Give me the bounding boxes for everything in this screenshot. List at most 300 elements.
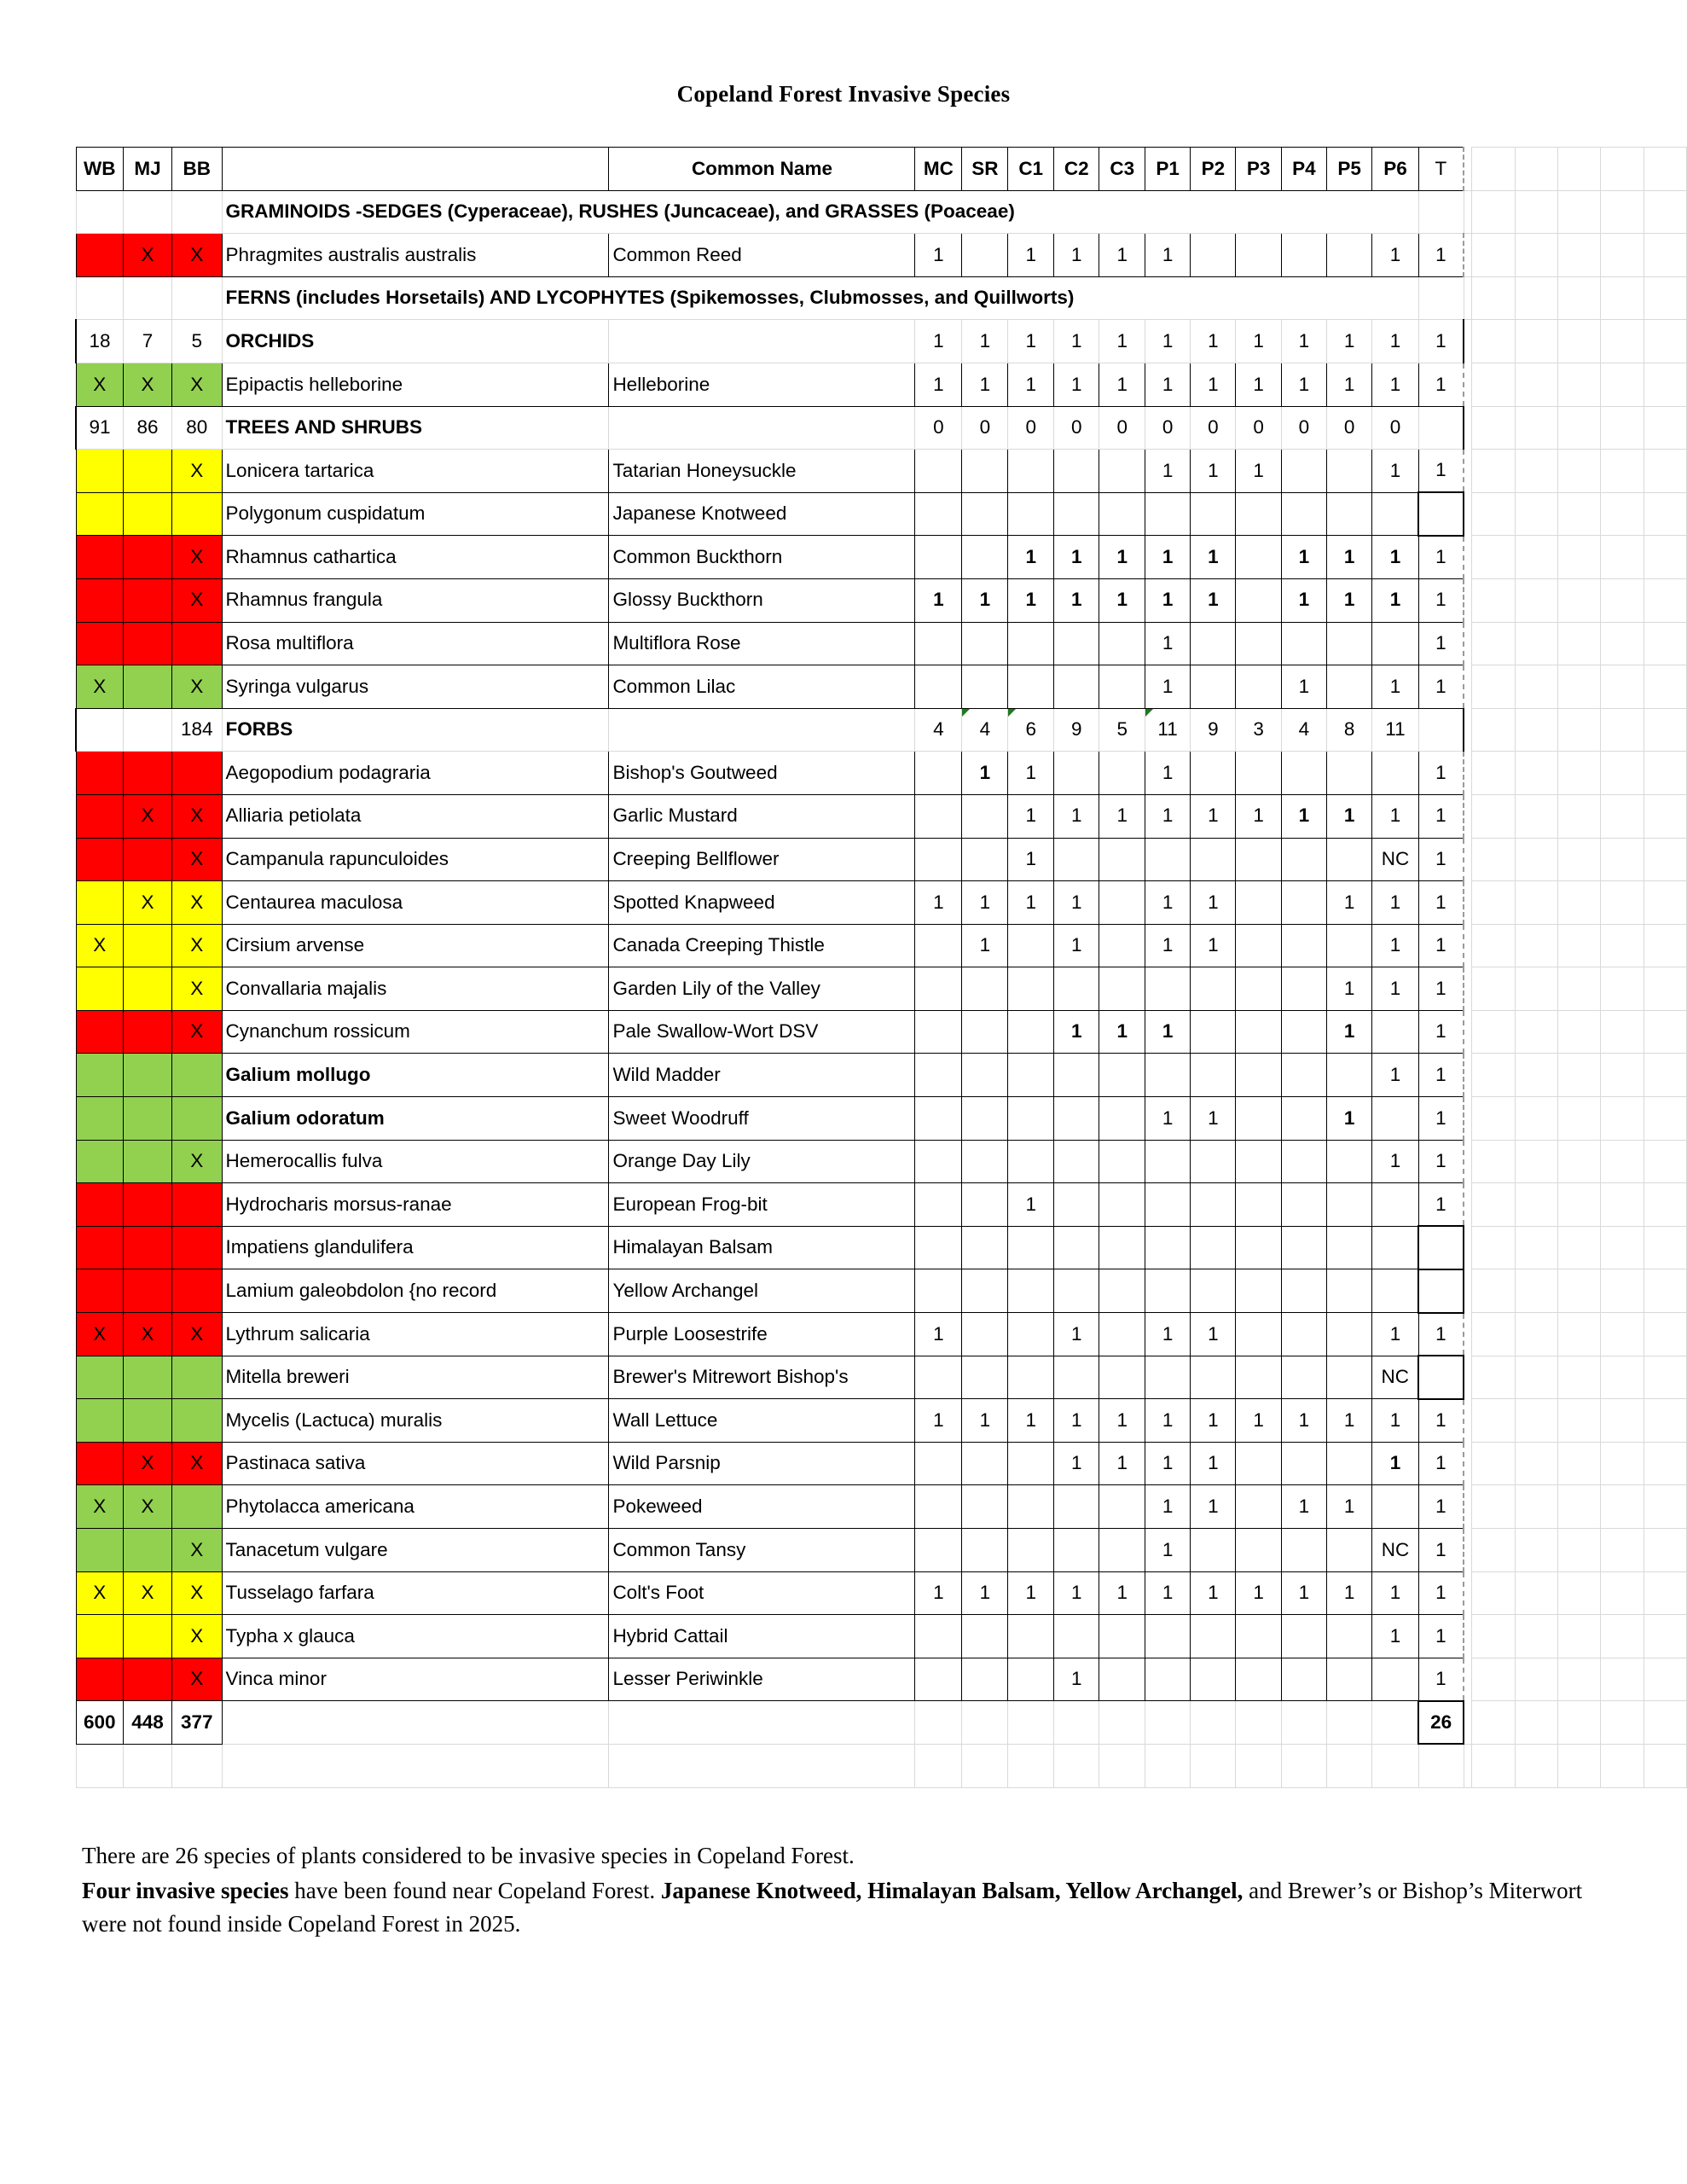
group-label: TREES AND SHRUBS [222,406,609,450]
empty-cell [1558,1529,1601,1572]
empty-cell [1644,234,1686,277]
print-area-marker [1464,1399,1472,1443]
code-cell-mj: 86 [123,406,171,450]
column-header-p5: P5 [1326,148,1371,191]
print-area-marker [1464,1571,1472,1615]
site-cell [1281,1356,1326,1399]
empty-cell [1515,276,1557,320]
site-cell [1099,1054,1145,1097]
empty-cell [1601,1054,1644,1097]
empty-cell [1472,881,1515,925]
site-cell [1053,1226,1099,1269]
total-cell [1418,1226,1464,1269]
site-cell: 1 [1145,450,1190,493]
column-header-sr: SR [962,148,1008,191]
common-name-cell: Glossy Buckthorn [609,578,915,622]
table-row [76,1399,1687,1443]
site-cell [1145,1183,1190,1227]
empty-cell [1515,1615,1557,1658]
empty-cell [1558,794,1601,838]
site-cell [1326,1701,1371,1745]
code-cell-wb [76,838,123,881]
code-cell-mj [123,1054,171,1097]
code-cell-wb: X [76,1571,123,1615]
site-cell: 1 [1099,1010,1145,1054]
site-cell: 1 [1145,1529,1190,1572]
site-cell [1281,1010,1326,1054]
site-cell [1099,1356,1145,1399]
site-cell [962,1313,1008,1356]
site-cell [1372,1658,1418,1701]
empty-cell [1515,1442,1557,1485]
site-cell [1326,924,1371,967]
site-cell: 1 [1053,1010,1099,1054]
site-cell [1236,665,1281,709]
site-cell [1236,838,1281,881]
table-row [76,1529,1687,1572]
code-cell-wb: 600 [76,1701,123,1745]
site-cell [1281,838,1326,881]
empty-cell [171,1744,222,1787]
site-cell: 1 [1281,536,1326,579]
code-cell-mj: X [123,794,171,838]
total-cell [1418,708,1464,752]
empty-cell [1644,1744,1686,1787]
site-cell [1053,752,1099,795]
empty-cell [1472,1399,1515,1443]
common-name-cell: Pale Swallow-Wort DSV [609,1010,915,1054]
site-cell [1236,1313,1281,1356]
code-cell-bb [171,1356,222,1399]
code-cell-wb [76,1226,123,1269]
site-cell: 1 [1145,1442,1190,1485]
table-row [76,1183,1687,1227]
code-cell-wb: X [76,1313,123,1356]
empty-cell [1515,578,1557,622]
site-cell [962,1183,1008,1227]
total-cell: 1 [1418,450,1464,493]
site-cell: 1 [1326,1571,1371,1615]
empty-cell [1558,708,1601,752]
code-cell-wb [76,450,123,493]
site-cell: 4 [962,708,1008,752]
code-cell-bb: X [171,665,222,709]
site-cell [1191,622,1236,665]
column-header-p2: P2 [1191,148,1236,191]
print-area-marker [1464,1054,1472,1097]
site-cell [1191,1701,1236,1745]
site-cell [1372,1269,1418,1313]
site-cell [915,1140,962,1183]
site-cell: 1 [1326,1485,1371,1529]
site-cell [1099,1097,1145,1141]
empty-cell [1601,1269,1644,1313]
site-cell: 1 [1145,924,1190,967]
code-cell-bb [171,1485,222,1529]
empty-cell [1472,794,1515,838]
code-cell-bb: X [171,1529,222,1572]
site-cell [962,838,1008,881]
site-cell: 1 [1191,1313,1236,1356]
site-cell [962,1226,1008,1269]
site-cell [1008,1485,1054,1529]
empty-cell [1558,363,1601,406]
site-cell [1236,881,1281,925]
empty-cell [1558,1140,1601,1183]
empty-cell [1601,1140,1644,1183]
scientific-name-cell: Pastinaca sativa [222,1442,609,1485]
site-cell [1099,967,1145,1011]
common-name-cell: Common Reed [609,234,915,277]
table-row [76,881,1687,925]
site-cell [1281,1701,1326,1745]
site-cell [1236,1097,1281,1141]
site-cell [915,1010,962,1054]
total-cell: 1 [1418,794,1464,838]
site-cell: 1 [1191,881,1236,925]
site-cell [1236,1615,1281,1658]
section-row [76,320,1687,363]
common-name-cell [609,320,915,363]
code-cell-bb [171,1097,222,1141]
empty-cell [1191,1744,1236,1787]
empty-cell [1601,1701,1644,1745]
site-cell: 1 [1145,665,1190,709]
site-cell: 1 [1326,1399,1371,1443]
site-cell [1191,234,1236,277]
site-cell: 1 [1008,363,1054,406]
code-cell-wb [76,1054,123,1097]
site-cell [1281,752,1326,795]
site-cell [1053,1054,1099,1097]
code-cell-mj [123,450,171,493]
code-cell-wb [76,234,123,277]
common-name-cell: Purple Loosestrife [609,1313,915,1356]
empty-cell [1515,1529,1557,1572]
common-name-cell: Orange Day Lily [609,1140,915,1183]
code-cell-wb [76,1356,123,1399]
column-header-common-name: Common Name [609,148,915,191]
site-cell: 1 [1008,838,1054,881]
site-cell [1236,234,1281,277]
site-cell [1191,967,1236,1011]
empty-cell [1601,190,1644,234]
empty-cell [1472,924,1515,967]
code-cell-bb: 377 [171,1701,222,1745]
common-name-cell: Japanese Knotweed [609,492,915,536]
print-area-marker [1464,1529,1472,1572]
site-cell: 1 [1008,536,1054,579]
empty-cell [1601,1442,1644,1485]
empty-cell [1558,1399,1601,1443]
site-cell: 1 [915,1399,962,1443]
site-cell [1008,1313,1054,1356]
scientific-name-cell: Typha x glauca [222,1615,609,1658]
scientific-name-cell: Campanula rapunculoides [222,838,609,881]
common-name-cell [609,406,915,450]
total-cell [1418,492,1464,536]
site-cell [1099,838,1145,881]
scientific-name-cell: Tusselago farfara [222,1571,609,1615]
site-cell [1053,492,1099,536]
site-cell: 1 [1099,1442,1145,1485]
site-cell [1326,1442,1371,1485]
site-cell [1145,1269,1190,1313]
site-cell [915,1701,962,1745]
site-cell: 1 [1191,320,1236,363]
common-name-cell: Common Tansy [609,1529,915,1572]
site-cell [1326,1529,1371,1572]
site-cell [1326,492,1371,536]
site-cell [1008,1658,1054,1701]
footer-tail: and Brewer’s or Bishop’s Miterwort were not found inside Copeland Forest in 2025. [82,1878,1583,1937]
scientific-name-cell: Lamium galeobdolon {no record [222,1269,609,1313]
code-cell-bb: X [171,234,222,277]
site-cell [1008,1356,1054,1399]
site-cell [1281,1442,1326,1485]
empty-cell [1472,450,1515,493]
site-cell: 1 [1145,752,1190,795]
table-row [76,1313,1687,1356]
site-cell [962,1442,1008,1485]
site-cell [1236,578,1281,622]
site-cell [962,1097,1008,1141]
site-cell: 1 [1099,578,1145,622]
site-cell: 1 [1191,363,1236,406]
site-cell: 1 [1281,665,1326,709]
site-cell [1236,536,1281,579]
code-cell-mj: X [123,1485,171,1529]
site-cell: 1 [1281,320,1326,363]
empty-cell [1644,1529,1686,1572]
empty-cell [1558,1485,1601,1529]
site-cell: NC [1372,838,1418,881]
site-cell [1191,838,1236,881]
site-cell [1236,1183,1281,1227]
print-area-marker [1464,967,1472,1011]
empty-cell [1515,967,1557,1011]
site-cell: 1 [1326,1097,1371,1141]
print-area-marker [1464,1485,1472,1529]
empty-cell [1601,1529,1644,1572]
site-cell [1326,450,1371,493]
table-row [76,1658,1687,1701]
common-name-cell: Brewer's Mitrewort Bishop's [609,1356,915,1399]
code-cell-bb: X [171,1313,222,1356]
print-area-marker [1464,1097,1472,1141]
total-cell: 1 [1418,967,1464,1011]
code-cell-bb: X [171,1442,222,1485]
site-cell: 1 [1191,1442,1236,1485]
site-cell: 0 [1145,406,1190,450]
site-cell [915,1529,962,1572]
print-area-marker [1464,148,1472,191]
site-cell [962,1529,1008,1572]
code-cell-mj [123,622,171,665]
total-cell: 1 [1418,1485,1464,1529]
empty-cell [1558,234,1601,277]
site-cell: 1 [1281,1571,1326,1615]
table-row [76,1140,1687,1183]
empty-cell [1558,1226,1601,1269]
empty-cell [1558,665,1601,709]
empty-cell [1644,1313,1686,1356]
total-cell: 1 [1418,320,1464,363]
site-cell [1099,1226,1145,1269]
empty-cell [1558,492,1601,536]
empty-cell [1472,838,1515,881]
empty-cell [1472,1054,1515,1097]
site-cell: 1 [1099,1399,1145,1443]
site-cell: 1 [1145,320,1190,363]
empty-cell [1515,1399,1557,1443]
site-cell [1145,1226,1190,1269]
site-cell [1099,450,1145,493]
empty-cell [1558,838,1601,881]
site-cell [1053,1485,1099,1529]
code-cell-bb: X [171,363,222,406]
empty-cell [1472,967,1515,1011]
scientific-name-cell: Centaurea maculosa [222,881,609,925]
print-area-marker [1464,1356,1472,1399]
empty-cell [1601,967,1644,1011]
site-cell: 1 [915,881,962,925]
site-cell [1236,1269,1281,1313]
site-cell [1281,1140,1326,1183]
site-cell [1191,1356,1236,1399]
code-cell-bb: X [171,1615,222,1658]
empty-cell [1644,1485,1686,1529]
site-cell [962,1010,1008,1054]
empty-cell [1558,1356,1601,1399]
empty-cell [1515,1183,1557,1227]
site-cell [1099,1313,1145,1356]
print-area-marker [1464,190,1472,234]
totals-row [76,1701,1687,1745]
common-name-cell: Canada Creeping Thistle [609,924,915,967]
empty-cell [1601,881,1644,925]
common-name-cell: European Frog-bit [609,1183,915,1227]
code-cell-bb: X [171,578,222,622]
site-cell: 8 [1326,708,1371,752]
site-cell [1053,967,1099,1011]
group-label: ORCHIDS [222,320,609,363]
site-cell [1191,1615,1236,1658]
site-cell: 1 [1326,536,1371,579]
empty-cell [1644,190,1686,234]
site-cell [1145,1615,1190,1658]
common-name-cell: Wild Parsnip [609,1442,915,1485]
print-area-marker [1464,752,1472,795]
table-row [76,838,1687,881]
empty-cell [1008,1744,1054,1787]
site-cell [915,967,962,1011]
code-cell-wb: X [76,665,123,709]
site-cell [1191,752,1236,795]
total-cell: 1 [1418,1615,1464,1658]
site-cell: 1 [1372,536,1418,579]
empty-cell [1558,1658,1601,1701]
site-cell: 1 [1191,794,1236,838]
column-header-c3: C3 [1099,148,1145,191]
table-row [76,1442,1687,1485]
empty-cell [1644,492,1686,536]
code-cell-bb [171,190,222,234]
table-row [76,794,1687,838]
site-cell [1372,1701,1418,1745]
section-row [76,406,1687,450]
empty-cell [1601,1226,1644,1269]
empty-cell [1558,1744,1601,1787]
code-cell-wb [76,276,123,320]
empty-cell [1644,708,1686,752]
site-cell: 1 [1191,1485,1236,1529]
site-cell [1191,665,1236,709]
site-cell [915,536,962,579]
site-cell: 1 [1145,1399,1190,1443]
empty-cell [1515,1097,1557,1141]
code-cell-wb [76,1399,123,1443]
site-cell: 1 [962,1571,1008,1615]
code-cell-bb [171,1269,222,1313]
site-cell: 1 [1326,1010,1371,1054]
empty-cell [1558,881,1601,925]
scientific-name-cell: Rhamnus cathartica [222,536,609,579]
empty-cell [1515,1744,1557,1787]
total-cell: 1 [1418,1140,1464,1183]
empty-cell [1601,752,1644,795]
scientific-name-cell: Epipactis helleborine [222,363,609,406]
site-cell: 1 [1372,234,1418,277]
empty-cell [1644,967,1686,1011]
site-cell [962,622,1008,665]
total-cell: 1 [1418,1658,1464,1701]
site-cell: 0 [1281,406,1326,450]
empty-cell [1644,1658,1686,1701]
total-cell: 1 [1418,1183,1464,1227]
print-area-marker [1464,1615,1472,1658]
empty-cell [1418,190,1464,234]
code-cell-mj [123,708,171,752]
site-cell: 1 [1145,1097,1190,1141]
common-name-cell: Creeping Bellflower [609,838,915,881]
site-cell: 1 [1145,363,1190,406]
site-cell [1053,1183,1099,1227]
empty-cell [1558,1615,1601,1658]
site-cell: 1 [1053,1442,1099,1485]
empty-cell [1601,1097,1644,1141]
site-cell [1191,1010,1236,1054]
empty-cell [1644,276,1686,320]
common-name-cell: Wall Lettuce [609,1399,915,1443]
code-cell-mj [123,492,171,536]
site-cell [962,1485,1008,1529]
table-row [76,492,1687,536]
site-cell: 1 [915,363,962,406]
site-cell: 1 [1281,578,1326,622]
code-cell-mj [123,1529,171,1572]
table-row [76,234,1687,277]
empty-cell [1558,406,1601,450]
site-cell: 1 [1191,450,1236,493]
print-area-marker [1464,924,1472,967]
site-cell [915,1226,962,1269]
site-cell: 1 [1326,578,1371,622]
code-cell-bb: X [171,924,222,967]
site-cell: 3 [1236,708,1281,752]
print-area-marker [1464,794,1472,838]
empty-cell [1558,1313,1601,1356]
